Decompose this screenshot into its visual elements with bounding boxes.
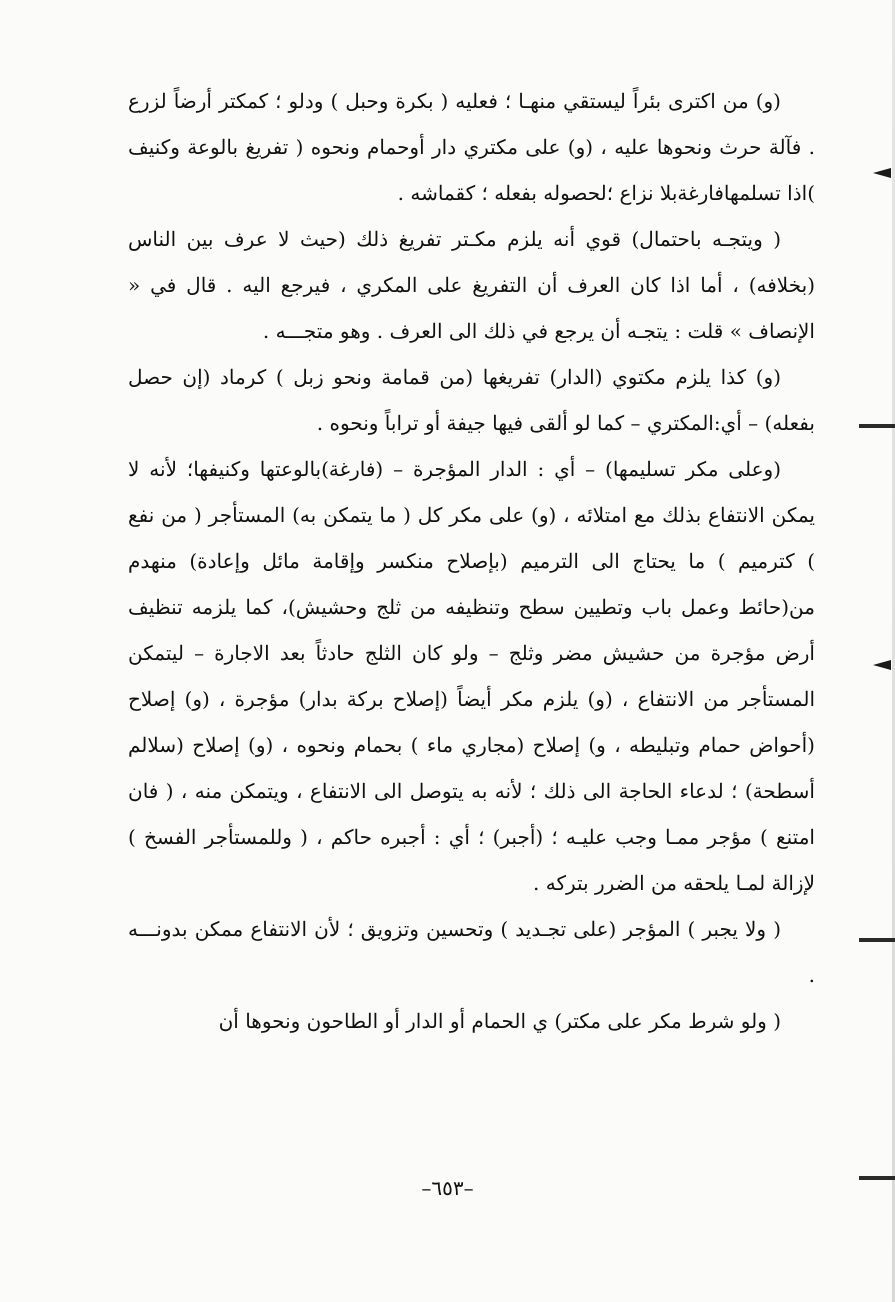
page-number: –٦٥٣– [421,1176,474,1200]
paragraph-house-cleaning: (و) كذا يلزم مكتوي (الدار) تفريغها (من قمامة ونحو زبل ) كرماد (إن حصل بفعله) – أي:المكتري – كما لو ألقى فيها جيفة أو تراباً ونحوه . [128,365,815,435]
paragraph-ijtihad: ( ويتجـه باحتمال) قوي أنه يلزم مكـتر تفريغ ذلك (حيث لا عرف بين الناس (بخلافه) ، أما اذا كان العرف أن التفريغ على المكري ، فيرجع اليه . قال في « الإنصاف » قلت : يتجـه أن يرجع في ذلك الى العرف . وهو متجـــه . [128,227,815,343]
margin-arrow-mark [873,168,891,178]
margin-dash-mark [859,1176,895,1180]
paragraph-condition: ( ولو شرط مكر على مكتر) ي الحمام أو الدار أو الطاحون ونحوها أن [218,1009,781,1033]
margin-dash-mark [859,424,895,428]
paragraph-no-renewal: ( ولا يجبر ) المؤجر (على تجـديد ) وتحسين وتزويق ؛ لأن الانتفاع ممكن بدونـــه . [128,917,815,987]
page-body-text [128,78,815,1044]
margin-dash-mark [859,938,895,942]
margin-arrow-mark [873,660,891,670]
paragraph-landlord-duties: (وعلى مكر تسليمها) – أي : الدار المؤجرة – (فارغة)بالوعتها وكنيفها؛ لأنه لا يمكن الانتفاع بذلك مع امتلائه ، (و) على مكر كل ( ما يتمكن به) المستأجر ( من نفع ) كترميم ) ما يحتاج الى الترميم (بإصلاح منكسر وإقامة مائل وإعادة) منهدم من(حائط وعمل باب وتطيين سطح وتنظيفه من ثلج وحشيش)، كما يلزمه تنظيف أرض مؤجرة من حشيش مضر وثلج – ولو كان الثلج حادثاً بعد الاجارة – ليتمكن المستأجر من الانتفاع ، (و) يلزم مكر أيضاً (إصلاح بركة بدار) مؤجرة ، (و) إصلاح (أحواض حمام وتبليطه ، و) إصلاح (مجاري ماء ) بحمام ونحوه ، (و) إصلاح (سلالم أسطحة) ؛ لدعاء الحاجة الى ذلك ؛ لأنه به يتوصل الى الانتفاع ، ويتمكن منه ، ( فان امتنع ) مؤجر ممـا وجب عليـه ؛ (أجبر) ؛ أي : أجبره حاكم ، ( وللمستأجر الفسخ ) لإزالة لمـا يلحقه من الضرر بتركه . [128,457,815,895]
paragraph-well-rental: (و) من اكترى بئراً ليستقي منهـا ؛ فعليه ( بكرة وحبل ) ودلو ؛ كمكتر أرضاً لزرع . فآلة حرث ونحوها عليه ، (و) على مكتري دار أوحمام ونحوه ( تفريغ بالوعة وكنيف )اذا تسلمهافارغةبلا نزاع ؛لحصوله بفعله ؛ كقماشه . [128,89,815,205]
